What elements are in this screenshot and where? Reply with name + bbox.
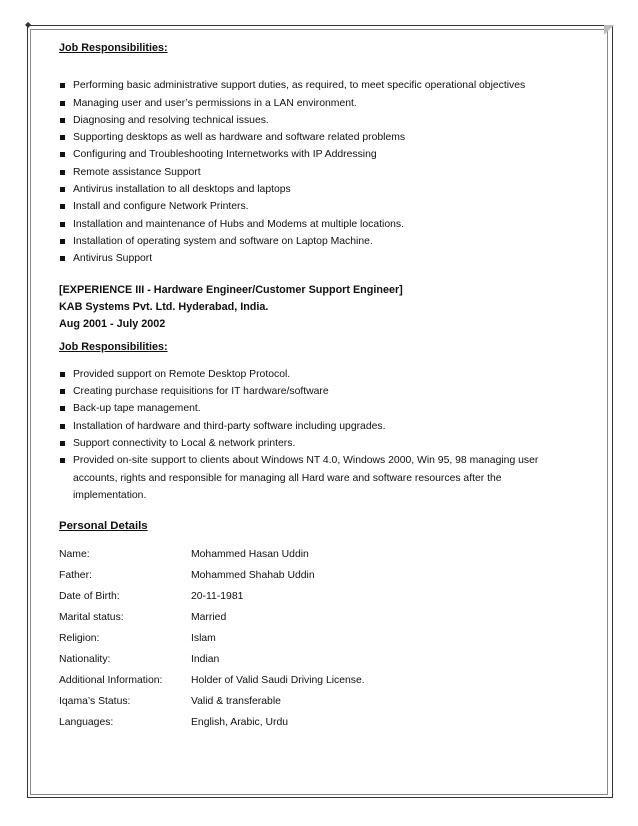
bullet-icon — [60, 204, 65, 209]
page-fold-icon — [604, 25, 614, 35]
list-item: Support connectivity to Local & network printers. — [59, 435, 579, 452]
job-responsibilities-list — [59, 366, 579, 504]
table-row: Additional Information: Holder of Valid Saudi Driving License. — [59, 674, 365, 686]
bullet-icon — [60, 170, 65, 175]
list-item: Performing basic administrative support duties, as required, to meet specific operational objectives — [59, 77, 579, 94]
list-item: Antivirus Support — [59, 250, 579, 267]
bullet-icon — [60, 424, 65, 429]
list-item: Managing user and user’s permissions in a LAN environment. — [59, 95, 579, 112]
bullet-icon — [60, 83, 65, 88]
personal-details-table — [59, 544, 579, 733]
bullet-icon — [60, 406, 65, 411]
table-row: Marital status: Married — [59, 611, 227, 623]
bullet-icon — [60, 239, 65, 244]
list-item: Provided on-site support to clients about Windows NT 4.0, Windows 2000, Win 95, 98 managing user accounts, rights and responsible for managing all Hard ware and software resources after the implementation. — [59, 452, 573, 504]
resume-content — [59, 40, 579, 733]
list-item: Supporting desktops as well as hardware and software related problems — [59, 129, 579, 146]
experience-block — [59, 282, 579, 333]
list-item: Installation of hardware and third-party software including upgrades. — [59, 418, 579, 435]
table-row: Father: Mohammed Shahab Uddin — [59, 569, 315, 581]
list-item: Remote assistance Support — [59, 164, 579, 181]
experience-title: [EXPERIENCE III - Hardware Engineer/Customer Support Engineer] — [59, 283, 403, 296]
list-item: Installation of operating system and software on Laptop Machine. — [59, 233, 579, 250]
corner-diamond-icon: ◆ — [25, 20, 32, 29]
experience-company: KAB Systems Pvt. Ltd. Hyderabad, India. — [59, 300, 269, 313]
table-row: Nationality: Indian — [59, 653, 220, 665]
list-item: Antivirus installation to all desktops and laptops — [59, 181, 579, 198]
bullet-icon — [60, 152, 65, 157]
list-item: Install and configure Network Printers. — [59, 198, 579, 215]
bullet-icon — [60, 118, 65, 123]
job-responsibilities-heading: Job Responsibilities: — [59, 42, 168, 54]
list-item: Provided support on Remote Desktop Protocol. — [59, 366, 579, 383]
list-item: Creating purchase requisitions for IT hardware/software — [59, 383, 579, 400]
table-row: Name: Mohammed Hasan Uddin — [59, 548, 309, 560]
bullet-icon — [60, 389, 65, 394]
table-row: Date of Birth: 20-11-1981 — [59, 590, 244, 602]
personal-details-title: Personal Details — [59, 520, 148, 533]
job-responsibilities-heading: Job Responsibilities: — [59, 340, 168, 353]
bullet-icon — [60, 222, 65, 227]
bullet-icon — [60, 372, 65, 377]
table-row: Religion: Islam — [59, 632, 216, 644]
list-item: Configuring and Troubleshooting Internetworks with IP Addressing — [59, 146, 579, 163]
bullet-icon — [60, 458, 65, 463]
bullet-icon — [60, 441, 65, 446]
bullet-icon — [60, 135, 65, 140]
list-item: Installation and maintenance of Hubs and Modems at multiple locations. — [59, 216, 579, 233]
list-item: Diagnosing and resolving technical issues. — [59, 112, 579, 129]
bullet-icon — [60, 101, 65, 106]
table-row: Languages: English, Arabic, Urdu — [59, 716, 289, 728]
bullet-icon — [60, 187, 65, 192]
experience-period: Aug 2001 - July 2002 — [59, 317, 166, 330]
list-item: Back-up tape management. — [59, 400, 579, 417]
job-responsibilities-list — [59, 77, 579, 267]
table-row: Iqama’s Status: Valid & transferable — [59, 695, 281, 707]
bullet-icon — [60, 256, 65, 261]
